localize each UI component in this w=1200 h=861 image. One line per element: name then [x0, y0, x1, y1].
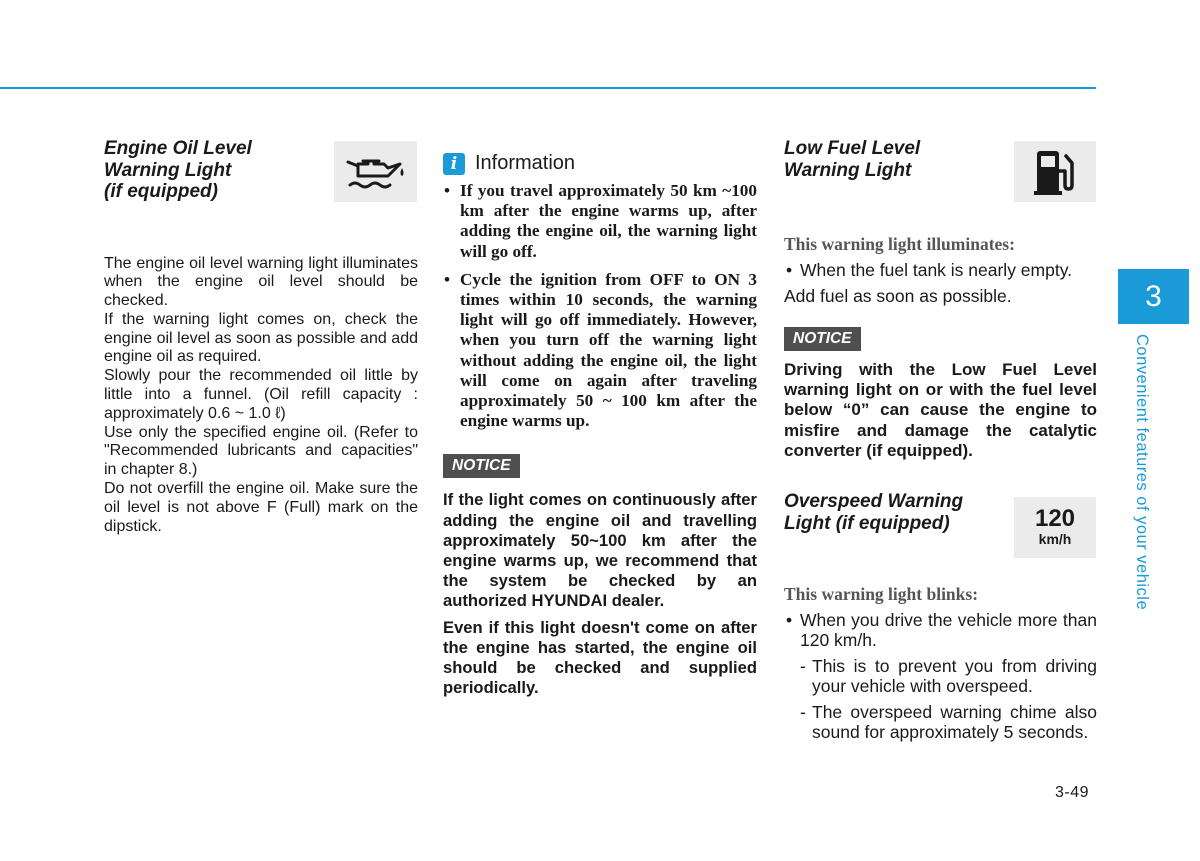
- page-number: 3-49: [1055, 784, 1090, 801]
- header-rule: [0, 87, 1096, 89]
- list-item: • When you drive the vehicle more than 120 km/h.: [784, 610, 1097, 650]
- oil-can-icon: [334, 141, 417, 202]
- engine-oil-body: The engine oil level warning light illuminates when the engine oil level should be checked. If the warning light comes on, check the engine oil level as soon as possible and add engine oil as required. Slowly pour the recommended oil little by little into a funnel. (Oil refill capacity : approximately 0.6 ~ 1.0 ℓ) Use only the specified engine oil. (Refer to "Recommended lubricants and capacities" in chapter 8.) Do not overfill the engine oil. Make sure the oil level is not above F (Full) mark on the dipstick.: [104, 254, 418, 535]
- list-item: - This is to prevent you from driving your vehicle with overspeed.: [784, 656, 1097, 696]
- chapter-title: Convenient features of your vehicle: [1133, 334, 1151, 611]
- overspeed-subhead: This warning light blinks:: [784, 584, 979, 605]
- information-list: [443, 181, 757, 431]
- speed-value: 120: [1034, 505, 1076, 532]
- engine-oil-title: Engine Oil Level Warning Light (if equipped): [104, 138, 252, 202]
- speed-unit: km/h: [1038, 531, 1072, 547]
- notice-badge: NOTICE: [443, 454, 520, 478]
- low-fuel-advice: Add fuel as soon as possible.: [784, 286, 1012, 306]
- list-item: • Cycle the ignition from OFF to ON 3 times within 10 seconds, the warning light will go off immediately. However, when you turn off the warning light without adding the engine oil, the light will come on again after traveling approximately 50 ~ 100 km after the engine warms up.: [443, 270, 757, 432]
- information-header: [443, 152, 757, 175]
- notice-badge: NOTICE: [784, 327, 861, 351]
- notice-text: If the light comes on continuously after adding the engine oil and travelling approximately 50~100 km after the engine warms up, we recommend that the system be checked by an authorized HYUNDAI dealer.: [443, 490, 757, 611]
- information-title: Information: [475, 152, 576, 174]
- low-fuel-section: [784, 138, 1097, 742]
- low-fuel-subhead: This warning light illuminates:: [784, 234, 1015, 254]
- list-item: • When the fuel tank is nearly empty.: [784, 260, 1097, 280]
- list-item: - The overspeed warning chime also sound for approximately 5 seconds.: [784, 702, 1097, 742]
- notice-text: Even if this light doesn't come on after the engine has started, the engine oil should be checked and supplied periodically.: [443, 617, 757, 698]
- information-section: [443, 138, 757, 698]
- info-icon: i: [443, 153, 465, 175]
- low-fuel-title: Low Fuel Level Warning Light: [784, 138, 921, 181]
- overspeed-icon: [1014, 497, 1096, 558]
- chapter-tab: 3: [1118, 269, 1189, 324]
- fuel-pump-icon: [1014, 141, 1096, 202]
- list-item: • If you travel approximately 50 km ~100 km after the engine warms up, after adding the engine oil, the warning light will go off.: [443, 181, 757, 262]
- overspeed-title: Overspeed Warning Light (if equipped): [784, 491, 964, 534]
- notice-text: Driving with the Low Fuel Level warning light on or with the fuel level below “0” can cause the engine to misfire and damage the catalytic converter (if equipped).: [784, 360, 1097, 460]
